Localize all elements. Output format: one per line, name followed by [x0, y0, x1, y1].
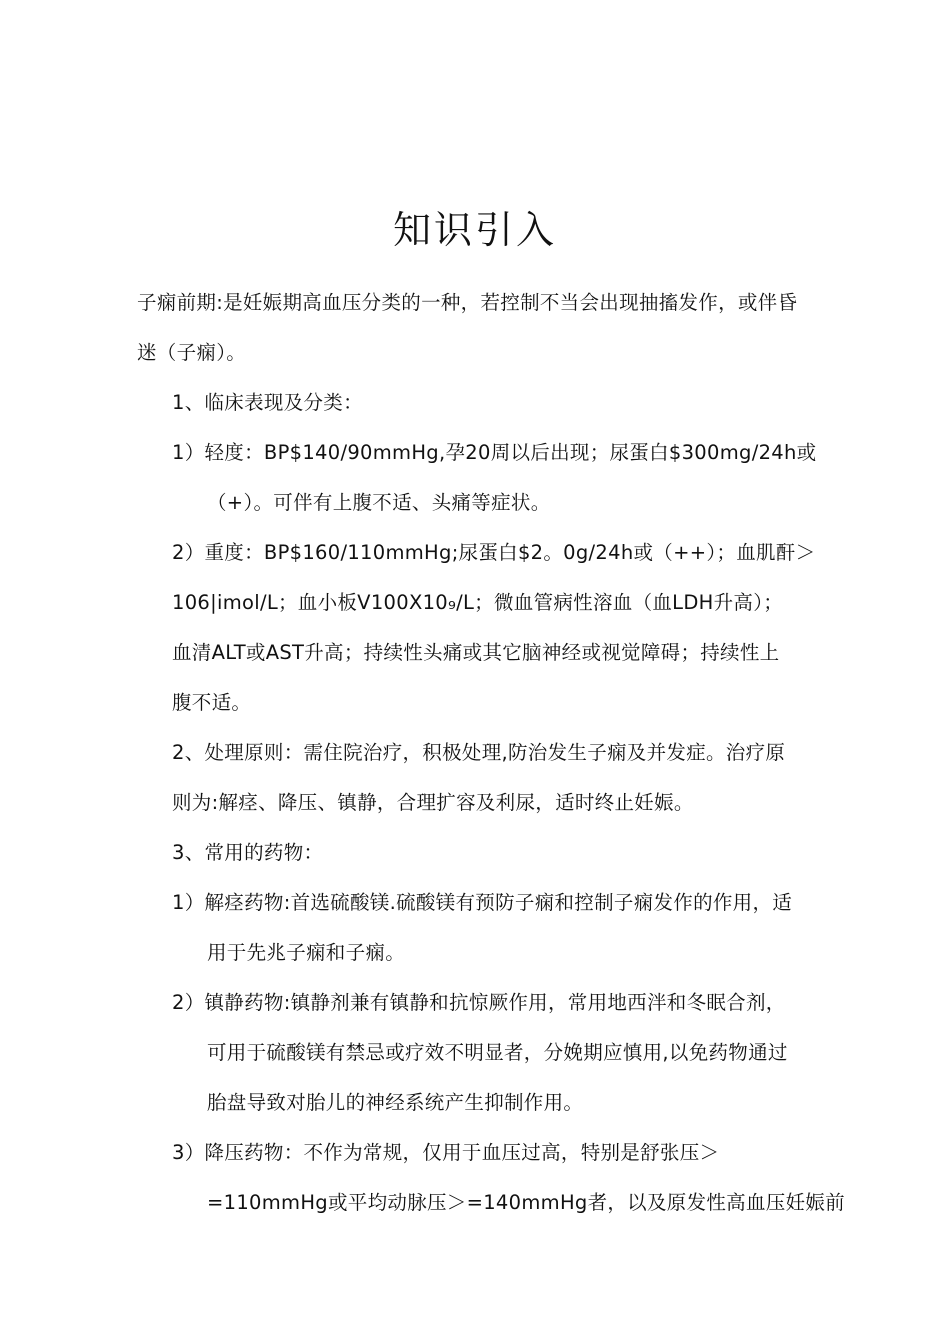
- mild-item-line-1: 1）轻度：BP$140/90mmHg,孕20周以后出现；尿蛋白$300mg/24h或: [172, 441, 817, 464]
- treatment-principle-line-2: 则为:解痉、降压、镇静，合理扩容及利尿，适时终止妊娠。: [172, 791, 694, 814]
- severe-item-line-2: 106|imol/L；血小板V100X10₉/L；微血管病性溶血（血LDH升高）；: [172, 591, 784, 614]
- mild-item-line-2: （+）。可伴有上腹不适、头痛等症状。: [207, 491, 551, 514]
- antihypertensive-line-1: 3）降压药物：不作为常规，仅用于血压过高，特别是舒张压＞: [172, 1141, 720, 1164]
- severe-item-line-4: 腹不适。: [172, 691, 252, 714]
- treatment-principle-line-1: 2、处理原则：需住院治疗，积极处理,防治发生子痫及并发症。治疗原: [172, 741, 786, 764]
- section-heading-drugs: 3、常用的药物：: [172, 841, 324, 864]
- severe-item-line-3: 血清ALT或AST升高；持续性头痛或其它脑神经或视觉障碍；持续性上: [172, 641, 780, 664]
- intro-line-1: 子痫前期:是妊娠期高血压分类的一种，若控制不当会出现抽搐发作，或伴昏: [137, 291, 798, 314]
- sedative-line-1: 2）镇静药物:镇静剂兼有镇静和抗惊厥作用，常用地西泮和冬眠合剂，: [172, 991, 786, 1014]
- section-heading-clinical: 1、临床表现及分类：: [172, 391, 363, 414]
- antihypertensive-line-2: =110mmHg或平均动脉压＞=140mmHg者，以及原发性高血压妊娠前: [207, 1191, 845, 1214]
- severe-item-line-1: 2）重度：BP$160/110mmHg;尿蛋白$2。0g/24h或（++）；血肌酐＞: [172, 541, 816, 564]
- antispasmodic-line-1: 1）解痉药物:首选硫酸镁.硫酸镁有预防子痫和控制子痫发作的作用，适: [172, 891, 793, 914]
- sedative-line-2: 可用于硫酸镁有禁忌或疗效不明显者，分娩期应慎用,以免药物通过: [207, 1041, 788, 1064]
- sedative-line-3: 胎盘导致对胎儿的神经系统产生抑制作用。: [207, 1091, 584, 1114]
- intro-line-2: 迷（子痫）。: [137, 341, 247, 364]
- antispasmodic-line-2: 用于先兆子痫和子痫。: [207, 941, 406, 964]
- page-title: 知识引入: [392, 208, 557, 252]
